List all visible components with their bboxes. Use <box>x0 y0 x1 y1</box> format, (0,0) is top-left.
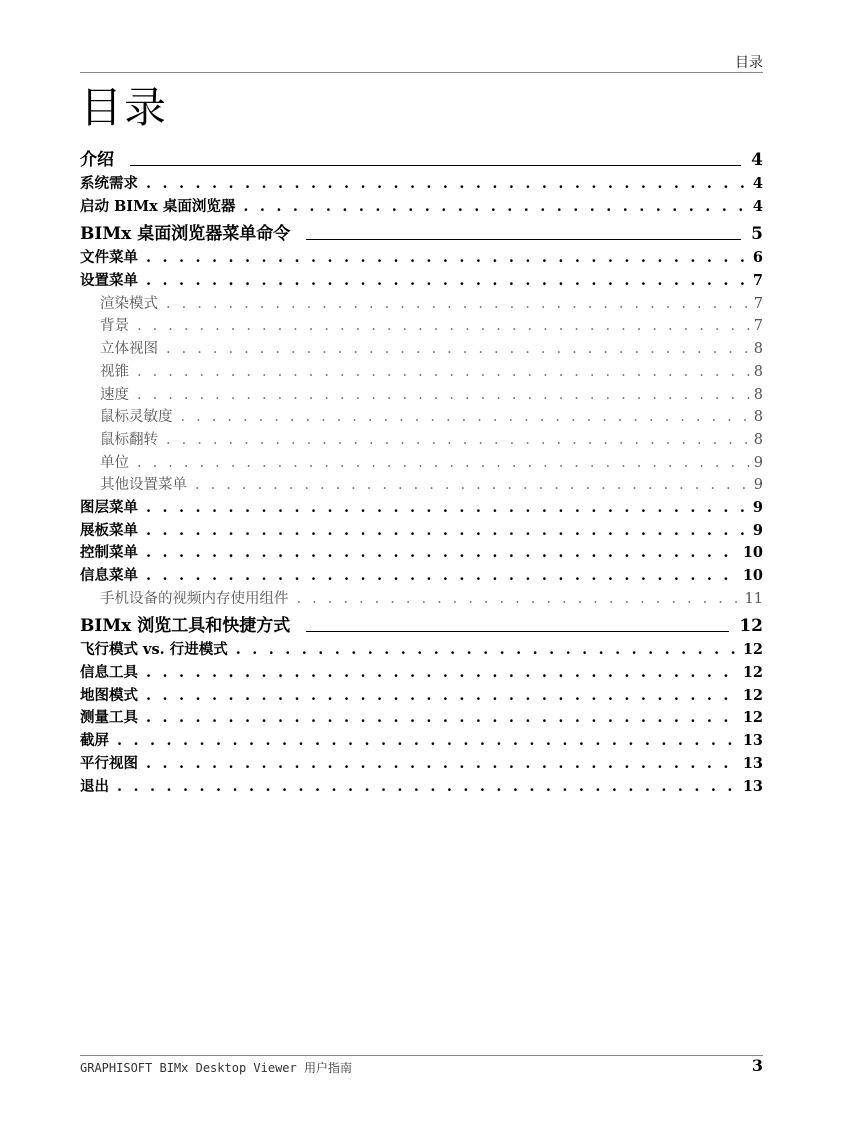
toc-entry[interactable] <box>80 315 763 338</box>
toc-entry-page: 10 <box>742 567 763 584</box>
toc-entry-label: 单位 <box>100 454 129 471</box>
toc-entry[interactable] <box>80 730 763 753</box>
toc-entry-page: 12 <box>742 686 763 704</box>
toc-entry[interactable] <box>80 707 763 730</box>
toc-leader <box>166 293 750 316</box>
toc-entry-label: 文件菜单 <box>80 249 138 267</box>
toc-leader <box>146 520 749 543</box>
toc-leader <box>166 429 750 452</box>
toc-leader <box>146 662 739 685</box>
toc-entry[interactable] <box>80 776 763 799</box>
toc-leader <box>146 247 749 270</box>
toc-entry-page: 12 <box>739 616 763 637</box>
toc-entry[interactable] <box>80 565 763 588</box>
toc-entry-page: 8 <box>753 363 763 380</box>
toc-leader <box>137 361 750 384</box>
toc-entry[interactable] <box>80 588 763 611</box>
header-divider <box>80 72 763 73</box>
toc-entry[interactable] <box>80 452 763 475</box>
toc-leader <box>146 173 749 196</box>
toc-entry-label: 平行视图 <box>80 754 138 772</box>
toc-entry-page: 9 <box>752 521 763 539</box>
toc-leader <box>306 239 741 240</box>
toc-leader <box>117 776 739 799</box>
toc-entry-page: 13 <box>742 777 763 795</box>
toc-entry[interactable] <box>80 270 763 293</box>
toc-entry[interactable] <box>80 293 763 316</box>
toc-leader <box>146 707 739 730</box>
toc-entry-page: 7 <box>752 272 763 290</box>
toc-entry-page: 8 <box>753 409 763 426</box>
footer-text: GRAPHISOFT BIMx Desktop Viewer 用户指南 <box>80 1061 352 1075</box>
toc-entry-label: 立体视图 <box>100 341 158 358</box>
toc-entry-label: 设置菜单 <box>80 272 138 290</box>
toc-entry[interactable] <box>80 542 763 565</box>
toc-leader <box>243 196 749 219</box>
toc-entry-label: 鼠标翻转 <box>100 431 158 448</box>
toc-leader <box>137 315 750 338</box>
table-of-contents <box>80 148 763 798</box>
toc-entry[interactable] <box>80 520 763 543</box>
toc-leader <box>146 685 739 708</box>
toc-entry-label: 渲染模式 <box>100 295 158 312</box>
toc-entry-page: 8 <box>753 431 763 448</box>
toc-entry-label: 鼠标灵敏度 <box>100 409 173 426</box>
toc-entry-label: 展板菜单 <box>80 521 138 539</box>
toc-entry[interactable] <box>80 614 763 639</box>
toc-entry-page: 4 <box>752 197 763 215</box>
toc-entry[interactable] <box>80 429 763 452</box>
toc-entry[interactable] <box>80 247 763 270</box>
toc-entry[interactable] <box>80 474 763 497</box>
toc-entry-label: BIMx 桌面浏览器菜单命令 <box>80 224 291 245</box>
running-header: 目录 <box>735 55 763 71</box>
toc-entry-label: 背景 <box>100 318 129 335</box>
toc-entry-label: 控制菜单 <box>80 544 138 562</box>
footer-page-number: 3 <box>751 1056 763 1075</box>
toc-entry[interactable] <box>80 173 763 196</box>
toc-entry-label: 速度 <box>100 386 129 403</box>
toc-entry-page: 5 <box>751 224 763 245</box>
toc-entry-label: 手机设备的视频内存使用组件 <box>100 590 289 607</box>
toc-leader <box>146 753 739 776</box>
toc-entry-label: 启动 BIMx 桌面浏览器 <box>80 197 236 215</box>
toc-entry-label: BIMx 浏览工具和快捷方式 <box>80 616 291 637</box>
toc-entry-page: 13 <box>742 732 763 750</box>
toc-entry-page: 10 <box>742 544 763 562</box>
toc-entry-label: 视锥 <box>100 363 129 380</box>
toc-leader <box>297 588 741 611</box>
toc-entry-page: 9 <box>753 477 763 494</box>
toc-entry-label: 系统需求 <box>80 175 138 192</box>
toc-entry-page: 7 <box>753 318 763 335</box>
toc-entry-page: 8 <box>753 341 763 358</box>
toc-entry[interactable] <box>80 753 763 776</box>
toc-entry-page: 9 <box>752 498 763 516</box>
toc-entry-page: 4 <box>752 175 763 192</box>
toc-leader <box>146 542 739 565</box>
toc-entry-label: 退出 <box>80 777 109 795</box>
toc-entry-label: 信息工具 <box>80 664 138 682</box>
toc-entry-label: 飞行模式 vs. 行进模式 <box>80 641 228 659</box>
toc-entry-label: 图层菜单 <box>80 498 138 516</box>
toc-entry[interactable] <box>80 639 763 662</box>
toc-leader <box>236 639 739 662</box>
toc-entry-page: 8 <box>753 386 763 403</box>
toc-entry-page: 7 <box>753 295 763 312</box>
toc-leader <box>146 565 739 588</box>
toc-entry-page: 4 <box>751 150 763 170</box>
page-title: 目录 <box>80 83 169 132</box>
toc-entry[interactable] <box>80 222 763 247</box>
toc-entry-page: 9 <box>753 454 763 471</box>
toc-entry-label: 介绍 <box>80 150 114 170</box>
toc-entry-label: 信息菜单 <box>80 567 138 584</box>
toc-leader <box>166 338 750 361</box>
toc-entry[interactable] <box>80 384 763 407</box>
toc-entry[interactable] <box>80 361 763 384</box>
toc-entry[interactable] <box>80 406 763 429</box>
toc-entry-label: 其他设置菜单 <box>100 477 187 494</box>
toc-entry[interactable] <box>80 685 763 708</box>
toc-entry-page: 12 <box>742 709 763 727</box>
toc-leader <box>146 497 749 520</box>
toc-leader <box>146 270 749 293</box>
toc-leader <box>306 631 729 632</box>
toc-entry-label: 地图模式 <box>80 686 138 704</box>
toc-leader <box>130 165 741 166</box>
toc-entry-label: 测量工具 <box>80 709 138 727</box>
toc-leader <box>181 406 750 429</box>
toc-entry-page: 12 <box>742 664 763 682</box>
toc-leader <box>195 474 750 497</box>
toc-entry[interactable] <box>80 196 763 219</box>
toc-entry[interactable] <box>80 148 763 173</box>
toc-leader <box>137 452 750 475</box>
toc-entry[interactable] <box>80 338 763 361</box>
toc-entry-label: 截屏 <box>80 732 109 750</box>
toc-entry-page: 6 <box>752 249 763 267</box>
footer-divider <box>80 1055 763 1056</box>
toc-entry-page: 12 <box>742 641 763 659</box>
toc-leader <box>117 730 739 753</box>
toc-entry-page: 11 <box>744 590 763 607</box>
toc-entry[interactable] <box>80 497 763 520</box>
toc-entry[interactable] <box>80 662 763 685</box>
toc-entry-page: 13 <box>742 754 763 772</box>
toc-leader <box>137 384 750 407</box>
